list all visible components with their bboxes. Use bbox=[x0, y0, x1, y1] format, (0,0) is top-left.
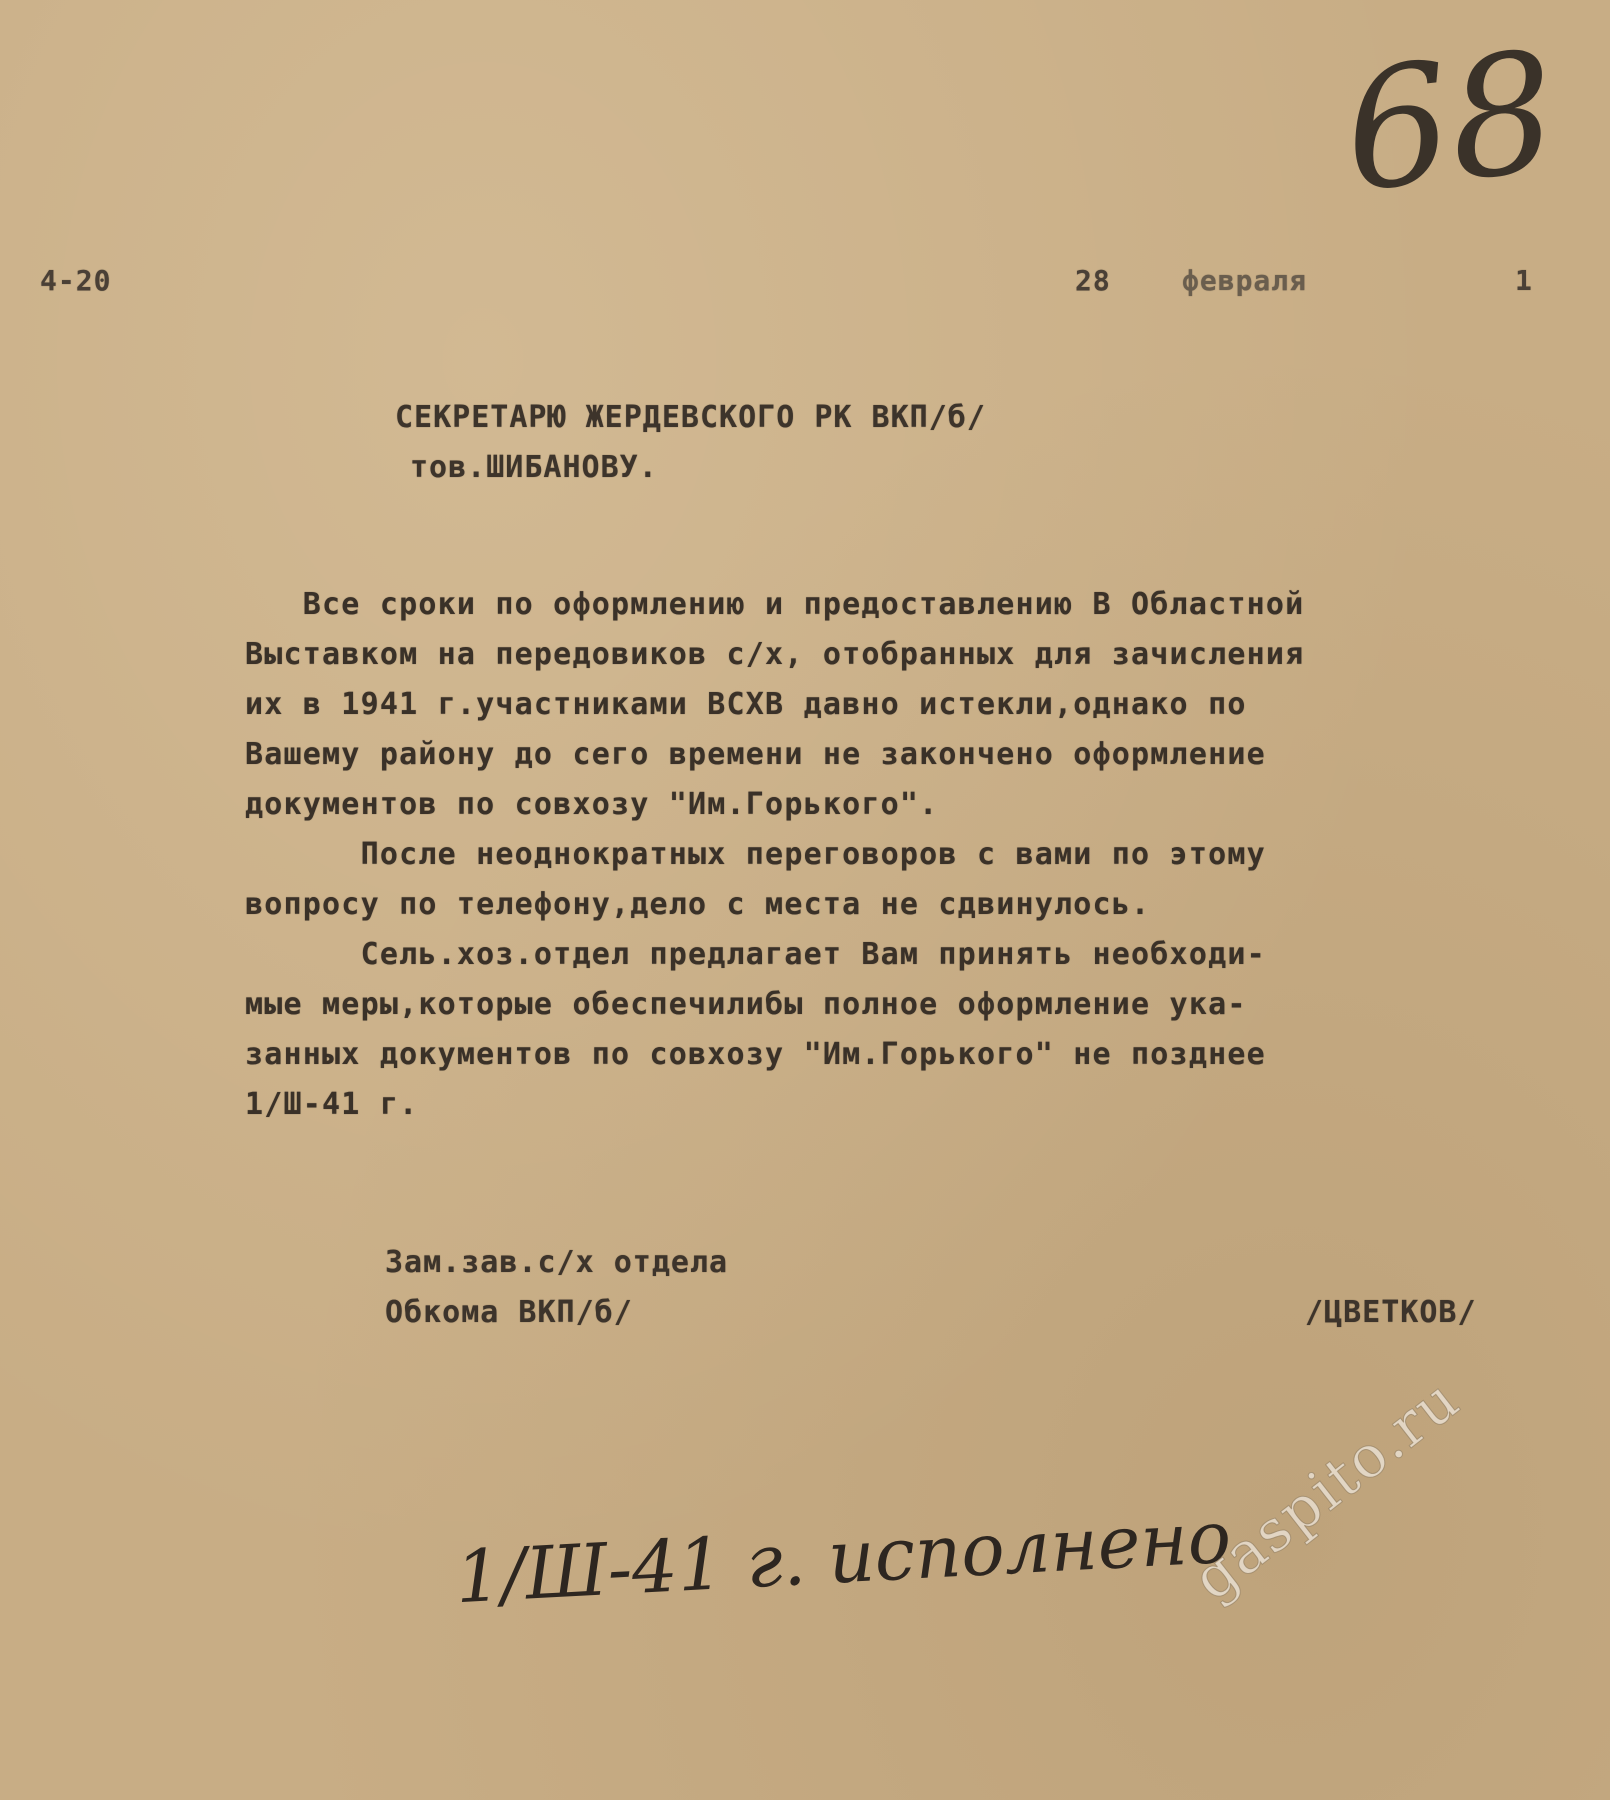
body-line: их в 1941 г.участниками ВСХВ давно истекли,однако по bbox=[245, 687, 1247, 722]
addressee-line-2: тов.ШИБАНОВУ. bbox=[410, 450, 658, 485]
page-number: 1 bbox=[1515, 264, 1533, 297]
signer-title-line-1: Зам.зав.с/х отдела bbox=[385, 1245, 729, 1280]
body-line: Сель.хоз.отдел предлагает Вам принять необходи- bbox=[245, 937, 1266, 972]
body-line: Все сроки по оформлению и предоставлению В Областной bbox=[245, 587, 1305, 622]
body-line: занных документов по совхозу "Им.Горького" не позднее bbox=[245, 1037, 1266, 1072]
body-line: документов по совхозу "Им.Горького". bbox=[245, 787, 939, 822]
date-day: 28 bbox=[1075, 264, 1111, 297]
body-line: вопросу по телефону,дело с места не сдвинулось. bbox=[245, 887, 1151, 922]
archive-page-number: 68 bbox=[1335, 15, 1565, 229]
signer-title-line-2: Обкома ВКП/б/ bbox=[385, 1295, 633, 1330]
letter-body bbox=[245, 580, 1475, 1130]
body-line: После неоднократных переговоров с вами по этому bbox=[245, 837, 1266, 872]
handwritten-note: 1/Ш-41 г. исполнено bbox=[453, 1494, 1233, 1620]
body-line: Вашему району до сего времени не закончено оформление bbox=[245, 737, 1266, 772]
body-line: мые меры,которые обеспечилибы полное оформление ука- bbox=[245, 987, 1247, 1022]
body-line: 1/Ш-41 г. bbox=[245, 1087, 419, 1122]
document-index: 4-20 bbox=[40, 264, 112, 297]
body-line: Выставком на передовиков с/х, отобранных для зачисления bbox=[245, 637, 1305, 672]
date-month: февраля bbox=[1182, 264, 1308, 297]
signer-name: /ЦВЕТКОВ/ bbox=[1305, 1295, 1477, 1330]
addressee-line-1: СЕКРЕТАРЮ ЖЕРДЕВСКОГО РК ВКП/б/ bbox=[395, 400, 986, 435]
watermark: gaspito.ru bbox=[1180, 1364, 1473, 1614]
